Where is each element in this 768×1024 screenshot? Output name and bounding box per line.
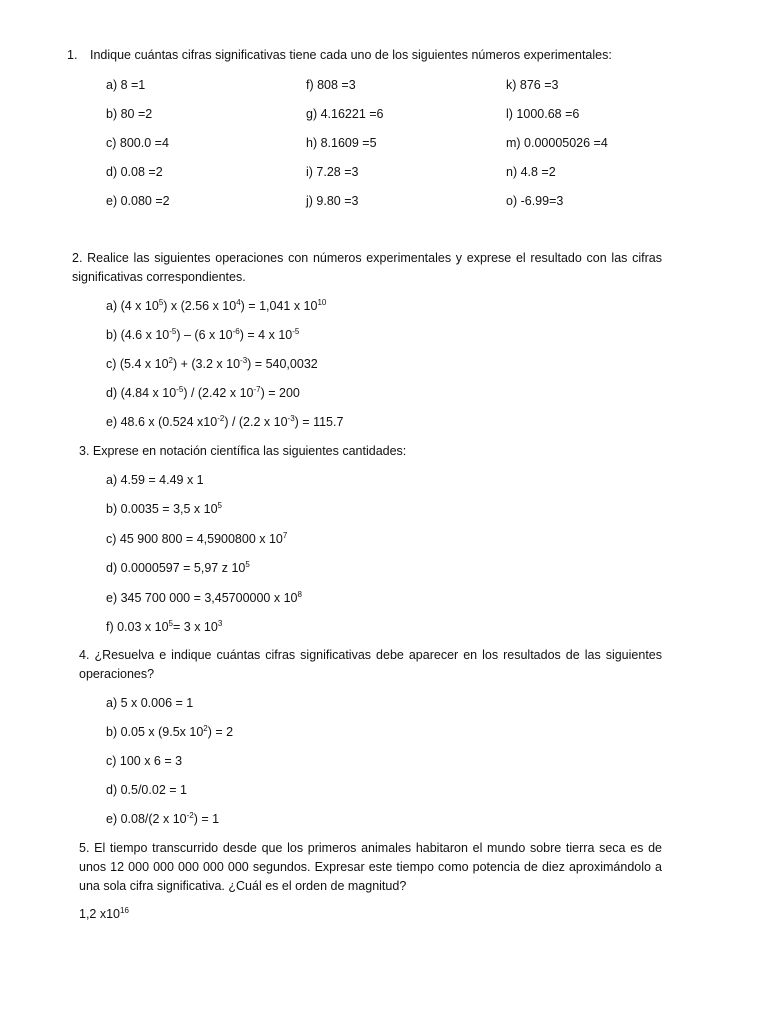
question-2-item-c: c) (5.4 x $10^2) + (3.2$ x $10^{-3}) = 540,0032$ (106, 356, 318, 371)
question-1-number: 1. (67, 48, 78, 62)
list-item: h) 8.1609 =5 (306, 136, 377, 150)
question-5-prompt: 5. El tiempo transcurrido desde que los primeros animales habitaron el mundo sobre tierra seca es de unos 12 000 000 000 000 000 segundos. Expresar este tiempo como potencia de diez aproximándolo a una sola cifra significativa. ¿Cuál es el orden de magnitud? (79, 841, 662, 893)
question-2-item-d: d) (4.84 x $10^{-5}) / (2.42$ x $10^{-7}) = 200$ (106, 385, 300, 400)
question-4-item-b: b) 0.05 x (9.5x $10^2) = 2$ (106, 724, 234, 739)
list-item: i) 7.28 =3 (306, 165, 359, 179)
list-item: m) 0.00005026 =4 (506, 136, 608, 150)
list-item: b) 80 =2 (106, 107, 153, 121)
question-2-item-b: b) (4.6 x $10^{-5}) - (6$ x $10^{-6}) = 4$ x $10^{-5}$ (106, 327, 300, 342)
question-2-item-a: a) (4 x $10^5$) x (2.56 x $10^4) = 1,041$ x $10^{10}$ (106, 298, 327, 313)
list-item: l) 1000.68 =6 (506, 107, 580, 121)
question-4-item-e: e) 0.08/(2 x $10^{-2}) = 1$ (106, 811, 220, 826)
question-4-item-c: c) 100 x 6 = 3 (106, 754, 183, 768)
list-item: g) 4.16221 =6 (306, 107, 384, 121)
question-3-prompt: 3. Exprese en notación científica las siguientes cantidades: (79, 444, 407, 458)
question-1-prompt: Indique cuántas cifras significativas tiene cada uno de los siguientes números experimentales: (90, 48, 612, 62)
list-item: o) -6.99=3 (506, 194, 564, 208)
question-3-item-d: d) 0.0000597 = 5,97 z $10^5$ (106, 560, 250, 575)
list-item: k) 876 =3 (506, 78, 559, 92)
question-2-item-e: e) 48.6 x (0.524 $x10^{-2}) / (2.2$ x $10^{-3}) = 115.7$ (106, 414, 344, 429)
list-item: j) 9.80 =3 (306, 194, 359, 208)
question-2-prompt: 2. Realice las siguientes operaciones con números experimentales y exprese el resultado con las cifras significativas correspondientes. (72, 251, 662, 284)
question-3-item-b: b) 0.0035 = 3,5 x $10^5$ (106, 501, 222, 516)
list-item: e) 0.080 =2 (106, 194, 170, 208)
list-item: n) 4.8 =2 (506, 165, 556, 179)
list-item: c) 800.0 =4 (106, 136, 169, 150)
question-4-prompt: 4. ¿Resuelva e indique cuántas cifras significativas debe aparecer en los resultados de las siguientes operaciones? (79, 648, 662, 681)
question-3-item-c: c) 45 900 800 = 4,5900800 x $10^7$ (106, 531, 288, 546)
question-3-item-e: e) 345 700 000 = 3,45700000 x $10^8$ (106, 590, 302, 605)
list-item: f) 808 =3 (306, 78, 356, 92)
question-4-item-d: d) 0.5/0.02 = 1 (106, 783, 187, 797)
question-5-answer: 1,2 $x10^{16}$ (79, 906, 129, 921)
question-3-item-f: f) 0.03 x $10^5= 3$ x $10^3$ (106, 619, 223, 634)
list-item: a) 8 =1 (106, 78, 146, 92)
list-item: d) 0.08 =2 (106, 165, 163, 179)
question-3-item-a: a) 4.59 = 4.49 x 1 (106, 473, 204, 487)
question-4-item-a: a) 5 x 0.006 = 1 (106, 696, 194, 710)
